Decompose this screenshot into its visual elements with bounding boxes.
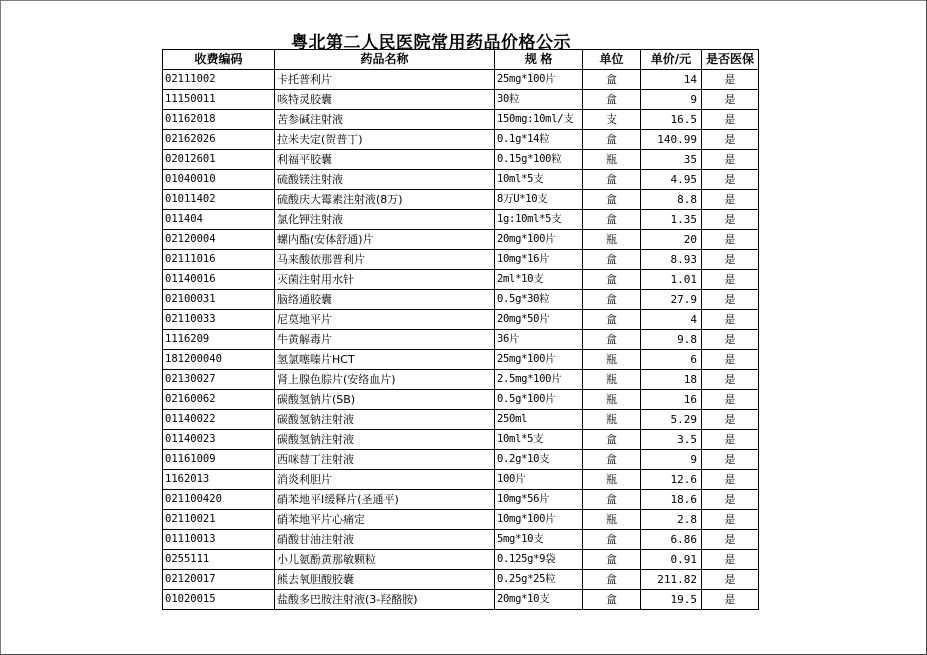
cell-insured: 是 [702, 410, 759, 430]
cell-code: 01040010 [163, 170, 275, 190]
cell-spec: 30粒 [495, 90, 583, 110]
table-row [163, 270, 759, 290]
cell-code: 02160062 [163, 390, 275, 410]
cell-unit: 瓶 [583, 350, 641, 370]
cell-unit: 盒 [583, 430, 641, 450]
cell-unit: 盒 [583, 170, 641, 190]
cell-unit: 盒 [583, 290, 641, 310]
cell-insured: 是 [702, 550, 759, 570]
cell-insured: 是 [702, 470, 759, 490]
cell-unit: 盒 [583, 490, 641, 510]
cell-unit: 盒 [583, 590, 641, 610]
cell-insured: 是 [702, 430, 759, 450]
cell-drug-name: 西咪替丁注射液 [275, 450, 495, 470]
header-price: 单价/元 [641, 50, 702, 70]
table-row [163, 150, 759, 170]
table-row [163, 410, 759, 430]
cell-unit: 盒 [583, 530, 641, 550]
cell-drug-name: 利福平胶囊 [275, 150, 495, 170]
cell-spec: 0.2g*10支 [495, 450, 583, 470]
cell-insured: 是 [702, 170, 759, 190]
cell-spec: 20mg*10支 [495, 590, 583, 610]
header-insured: 是否医保 [702, 50, 759, 70]
cell-insured: 是 [702, 150, 759, 170]
cell-spec: 10mg*100片 [495, 510, 583, 530]
cell-spec: 2ml*10支 [495, 270, 583, 290]
cell-spec: 10ml*5支 [495, 170, 583, 190]
cell-spec: 25mg*100片 [495, 350, 583, 370]
table-row [163, 490, 759, 510]
table-row [163, 330, 759, 350]
cell-price: 18.6 [641, 490, 702, 510]
cell-drug-name: 灭菌注射用水针 [275, 270, 495, 290]
cell-code: 01162018 [163, 110, 275, 130]
table-body [163, 70, 759, 610]
cell-code: 02012601 [163, 150, 275, 170]
cell-unit: 盒 [583, 570, 641, 590]
cell-code: 02110033 [163, 310, 275, 330]
cell-code: 01140022 [163, 410, 275, 430]
cell-spec: 10ml*5支 [495, 430, 583, 450]
cell-insured: 是 [702, 110, 759, 130]
cell-unit: 盒 [583, 90, 641, 110]
header-unit: 单位 [583, 50, 641, 70]
cell-price: 1.01 [641, 270, 702, 290]
table-row [163, 510, 759, 530]
header-spec: 规 格 [495, 50, 583, 70]
cell-insured: 是 [702, 390, 759, 410]
cell-unit: 瓶 [583, 510, 641, 530]
cell-insured: 是 [702, 570, 759, 590]
cell-code: 02130027 [163, 370, 275, 390]
cell-unit: 瓶 [583, 150, 641, 170]
cell-insured: 是 [702, 330, 759, 350]
cell-code: 02120004 [163, 230, 275, 250]
cell-price: 9 [641, 450, 702, 470]
cell-insured: 是 [702, 590, 759, 610]
table-row [163, 170, 759, 190]
cell-spec: 150mg:10ml/支 [495, 110, 583, 130]
cell-insured: 是 [702, 530, 759, 550]
cell-code: 011404 [163, 210, 275, 230]
cell-drug-name: 硝苯地平片心痛定 [275, 510, 495, 530]
cell-drug-name: 小儿氨酚黄那敏颗粒 [275, 550, 495, 570]
cell-drug-name: 卡托普利片 [275, 70, 495, 90]
cell-unit: 盒 [583, 210, 641, 230]
cell-spec: 20mg*50片 [495, 310, 583, 330]
cell-drug-name: 牛黄解毒片 [275, 330, 495, 350]
cell-code: 01011402 [163, 190, 275, 210]
cell-spec: 5mg*10支 [495, 530, 583, 550]
cell-price: 8.93 [641, 250, 702, 270]
cell-drug-name: 硫酸庆大霉素注射液(8万) [275, 190, 495, 210]
cell-drug-name: 氢氯噻嗪片HCT [275, 350, 495, 370]
cell-drug-name: 咳特灵胶囊 [275, 90, 495, 110]
cell-drug-name: 硝酸甘油注射液 [275, 530, 495, 550]
table-row [163, 570, 759, 590]
cell-spec: 0.1g*14粒 [495, 130, 583, 150]
cell-insured: 是 [702, 130, 759, 150]
cell-insured: 是 [702, 350, 759, 370]
cell-drug-name: 苦参碱注射液 [275, 110, 495, 130]
cell-drug-name: 熊去氧胆酸胶囊 [275, 570, 495, 590]
page-title: 粤北第二人民医院常用药品价格公示 [291, 33, 571, 53]
cell-drug-name: 盐酸多巴胺注射液(3-羟酪胺) [275, 590, 495, 610]
cell-spec: 2.5mg*100片 [495, 370, 583, 390]
cell-price: 140.99 [641, 130, 702, 150]
cell-insured: 是 [702, 70, 759, 90]
table-row [163, 210, 759, 230]
header-code: 收费编码 [163, 50, 275, 70]
cell-price: 27.9 [641, 290, 702, 310]
cell-code: 01110013 [163, 530, 275, 550]
cell-price: 6.86 [641, 530, 702, 550]
cell-insured: 是 [702, 450, 759, 470]
header-name: 药品名称 [275, 50, 495, 70]
cell-code: 11150011 [163, 90, 275, 110]
cell-spec: 36片 [495, 330, 583, 350]
cell-unit: 盒 [583, 190, 641, 210]
table-header-row [163, 50, 759, 70]
cell-drug-name: 脑络通胶囊 [275, 290, 495, 310]
table-row [163, 370, 759, 390]
cell-code: 02111016 [163, 250, 275, 270]
cell-price: 12.6 [641, 470, 702, 490]
cell-drug-name: 碳酸氢钠注射液 [275, 430, 495, 450]
table-row [163, 530, 759, 550]
price-table [162, 49, 759, 610]
cell-price: 18 [641, 370, 702, 390]
cell-spec: 25mg*100片 [495, 70, 583, 90]
cell-price: 14 [641, 70, 702, 90]
cell-spec: 1g:10ml*5支 [495, 210, 583, 230]
cell-price: 8.8 [641, 190, 702, 210]
cell-unit: 盒 [583, 70, 641, 90]
cell-code: 1162013 [163, 470, 275, 490]
table-row [163, 590, 759, 610]
cell-drug-name: 拉米夫定(贺普丁) [275, 130, 495, 150]
cell-insured: 是 [702, 370, 759, 390]
cell-price: 0.91 [641, 550, 702, 570]
cell-insured: 是 [702, 310, 759, 330]
table-row [163, 250, 759, 270]
cell-unit: 盒 [583, 270, 641, 290]
cell-spec: 0.5g*100片 [495, 390, 583, 410]
table-row [163, 230, 759, 250]
table-row [163, 390, 759, 410]
cell-unit: 盒 [583, 330, 641, 350]
cell-insured: 是 [702, 250, 759, 270]
cell-price: 19.5 [641, 590, 702, 610]
table-row [163, 90, 759, 110]
cell-insured: 是 [702, 230, 759, 250]
cell-unit: 瓶 [583, 470, 641, 490]
cell-code: 02162026 [163, 130, 275, 150]
cell-price: 20 [641, 230, 702, 250]
table-row [163, 110, 759, 130]
cell-insured: 是 [702, 290, 759, 310]
cell-drug-name: 氯化钾注射液 [275, 210, 495, 230]
cell-unit: 盒 [583, 250, 641, 270]
cell-code: 1116209 [163, 330, 275, 350]
table-row [163, 350, 759, 370]
cell-unit: 瓶 [583, 230, 641, 250]
cell-price: 3.5 [641, 430, 702, 450]
cell-drug-name: 硫酸镁注射液 [275, 170, 495, 190]
cell-unit: 盒 [583, 130, 641, 150]
cell-insured: 是 [702, 90, 759, 110]
cell-code: 02100031 [163, 290, 275, 310]
table-row [163, 450, 759, 470]
cell-code: 01020015 [163, 590, 275, 610]
cell-unit: 瓶 [583, 390, 641, 410]
cell-drug-name: 碳酸氢钠片(SB) [275, 390, 495, 410]
cell-drug-name: 碳酸氢钠注射液 [275, 410, 495, 430]
cell-drug-name: 尼莫地平片 [275, 310, 495, 330]
cell-code: 181200040 [163, 350, 275, 370]
cell-code: 02111002 [163, 70, 275, 90]
cell-drug-name: 肾上腺色腙片(安络血片) [275, 370, 495, 390]
cell-insured: 是 [702, 490, 759, 510]
cell-spec: 0.125g*9袋 [495, 550, 583, 570]
cell-price: 9.8 [641, 330, 702, 350]
cell-spec: 0.15g*100粒 [495, 150, 583, 170]
cell-drug-name: 消炎利胆片 [275, 470, 495, 490]
table-row [163, 550, 759, 570]
cell-unit: 瓶 [583, 410, 641, 430]
cell-unit: 支 [583, 110, 641, 130]
cell-price: 4.95 [641, 170, 702, 190]
cell-insured: 是 [702, 190, 759, 210]
cell-price: 9 [641, 90, 702, 110]
cell-price: 2.8 [641, 510, 702, 530]
cell-unit: 瓶 [583, 370, 641, 390]
cell-price: 16 [641, 390, 702, 410]
cell-spec: 10mg*16片 [495, 250, 583, 270]
cell-spec: 10mg*56片 [495, 490, 583, 510]
cell-price: 4 [641, 310, 702, 330]
cell-code: 02120017 [163, 570, 275, 590]
cell-price: 1.35 [641, 210, 702, 230]
cell-spec: 0.5g*30粒 [495, 290, 583, 310]
table-row [163, 310, 759, 330]
table-row [163, 470, 759, 490]
cell-insured: 是 [702, 210, 759, 230]
cell-price: 16.5 [641, 110, 702, 130]
cell-price: 211.82 [641, 570, 702, 590]
cell-drug-name: 硝苯地平I缓释片(圣通平) [275, 490, 495, 510]
cell-code: 01140016 [163, 270, 275, 290]
cell-spec: 250ml [495, 410, 583, 430]
cell-insured: 是 [702, 510, 759, 530]
cell-code: 01140023 [163, 430, 275, 450]
cell-drug-name: 螺内酯(安体舒通)片 [275, 230, 495, 250]
table-row [163, 130, 759, 150]
cell-spec: 0.25g*25粒 [495, 570, 583, 590]
cell-drug-name: 马来酸依那普利片 [275, 250, 495, 270]
table-row [163, 70, 759, 90]
cell-price: 5.29 [641, 410, 702, 430]
cell-price: 6 [641, 350, 702, 370]
cell-spec: 8万U*10支 [495, 190, 583, 210]
cell-price: 35 [641, 150, 702, 170]
cell-code: 01161009 [163, 450, 275, 470]
cell-code: 0255111 [163, 550, 275, 570]
cell-unit: 盒 [583, 550, 641, 570]
cell-unit: 盒 [583, 310, 641, 330]
cell-spec: 100片 [495, 470, 583, 490]
cell-code: 02110021 [163, 510, 275, 530]
cell-spec: 20mg*100片 [495, 230, 583, 250]
cell-code: 021100420 [163, 490, 275, 510]
table-row [163, 430, 759, 450]
table-row [163, 190, 759, 210]
cell-insured: 是 [702, 270, 759, 290]
cell-unit: 盒 [583, 450, 641, 470]
table-row [163, 290, 759, 310]
